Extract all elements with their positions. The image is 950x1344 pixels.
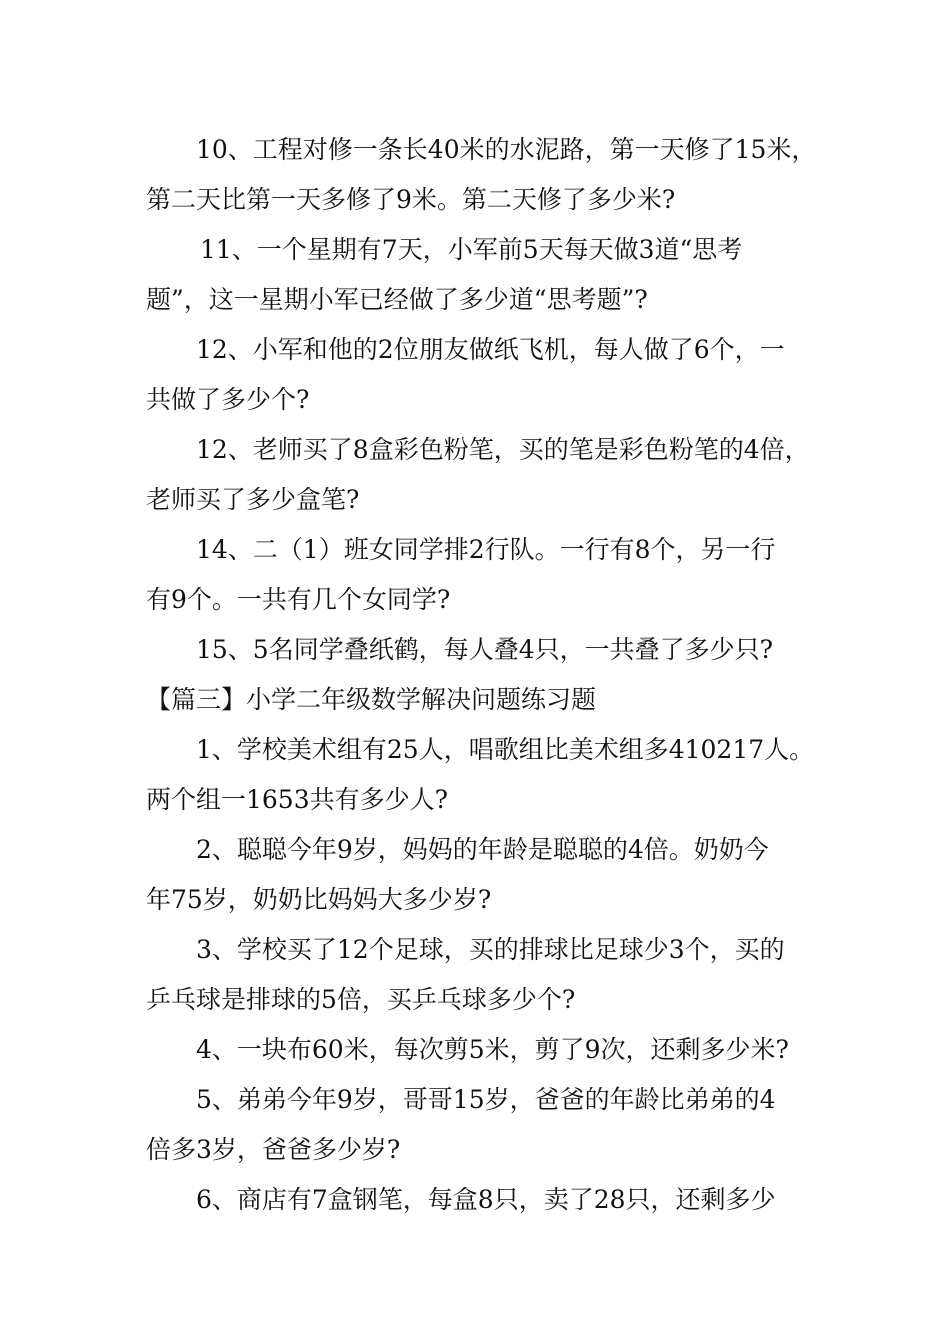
p3-q1-line-2: 两个组一1653共有多少人?: [146, 785, 449, 814]
q12b-line-2: 老师买了多少盒笔?: [146, 485, 360, 514]
q12b-line-1: 12、老师买了8盒彩色粉笔，买的笔是彩色粉笔的4倍，: [196, 435, 810, 464]
q12a-line-2: 共做了多少个?: [146, 385, 310, 414]
p3-q5-line-2: 倍多3岁，爸爸多少岁?: [146, 1135, 401, 1164]
q14-line-2: 有9个。一共有几个女同学?: [146, 585, 451, 614]
p3-q3-line-1: 3、学校买了12个足球，买的排球比足球少3个，买的: [196, 935, 785, 964]
section-heading: 【篇三】小学二年级数学解决问题练习题: [146, 685, 597, 714]
p3-q3-line-2: 乒乓球是排球的5倍，买乒乓球多少个?: [146, 985, 576, 1014]
q15-line-1: 15、5名同学叠纸鹤，每人叠4只，一共叠了多少只?: [196, 635, 774, 664]
p3-q5-line-1: 5、弟弟今年9岁，哥哥15岁，爸爸的年龄比弟弟的4: [196, 1085, 776, 1114]
p3-q2-line-2: 年75岁，奶奶比妈妈大多少岁?: [146, 885, 492, 914]
q11-line-1: 11、一个星期有7天，小军前5天每天做3道“思考: [200, 235, 743, 264]
p3-q4-line-1: 4、一块布60米，每次剪5米，剪了9次，还剩多少米?: [196, 1035, 789, 1064]
p3-q2-line-1: 2、聪聪今年9岁，妈妈的年龄是聪聪的4倍。奶奶今: [196, 835, 769, 864]
q10-line-2: 第二天比第一天多修了9米。第二天修了多少米?: [146, 185, 676, 214]
q10-line-1: 10、工程对修一条长40米的水泥路，第一天修了15米，: [196, 135, 817, 164]
p3-q1-line-1: 1、学校美术组有25人，唱歌组比美术组多410217人。: [196, 735, 815, 764]
q12a-line-1: 12、小军和他的2位朋友做纸飞机，每人做了6个，一: [196, 335, 785, 364]
p3-q6-line-1: 6、商店有7盒钢笔，每盒8只，卖了28只，还剩多少: [196, 1185, 776, 1214]
q14-line-1: 14、二（1）班女同学排2行队。一行有8个，另一行: [196, 535, 776, 564]
q11-line-2: 题”，这一星期小军已经做了多少道“思考题”?: [146, 285, 648, 314]
